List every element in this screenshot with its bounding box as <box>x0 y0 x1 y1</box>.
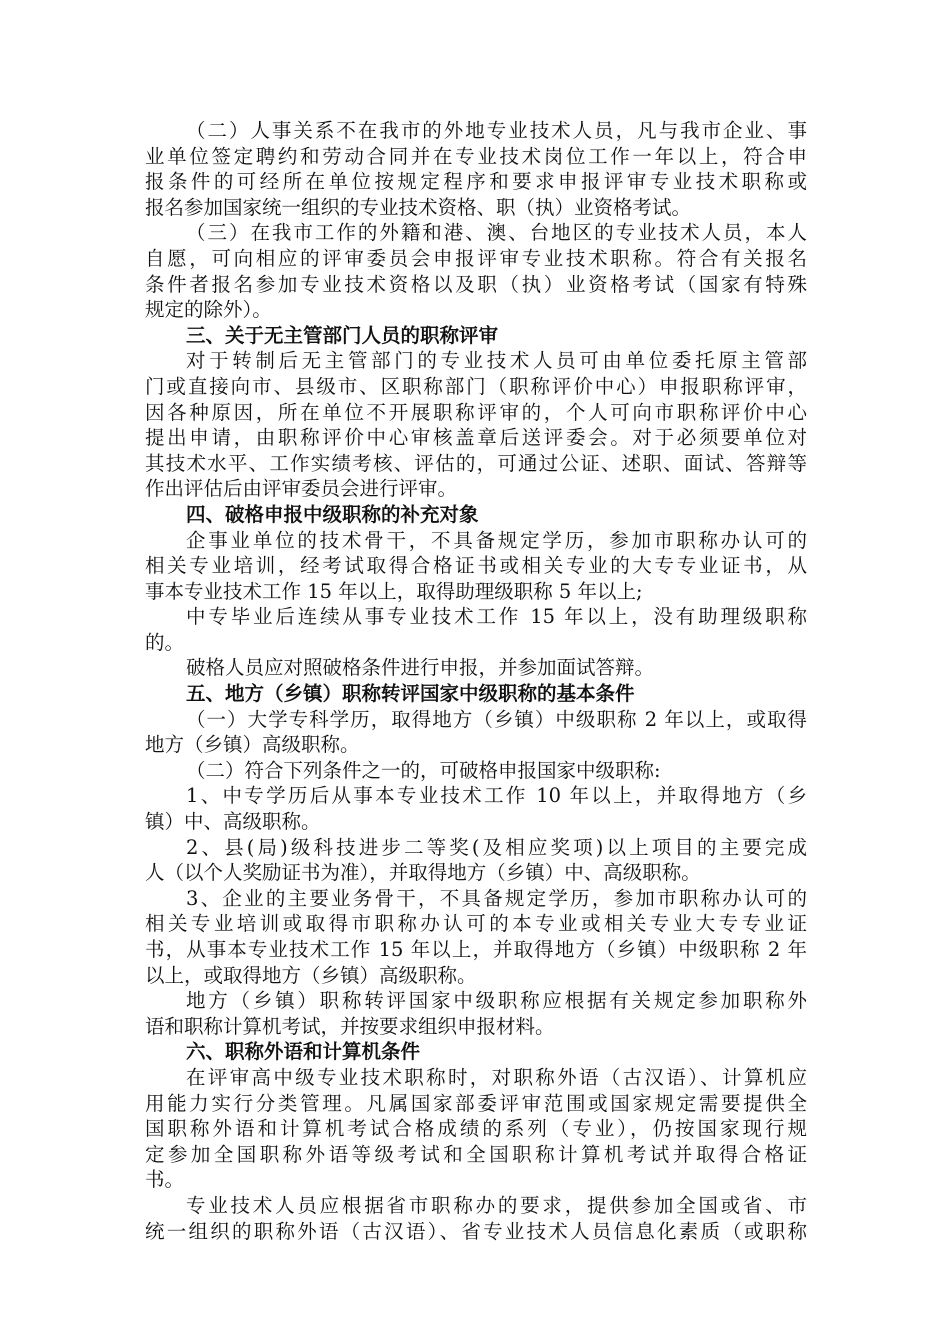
document-page <box>145 118 807 1244</box>
paragraph-line: 报条件的可经所在单位按规定程序和要求申报评审专业技术职称或 <box>145 170 807 194</box>
paragraph-line: 作出评估后由评审委员会进行评审。 <box>145 477 458 501</box>
paragraph-line: （三）在我市工作的外籍和港、澳、台地区的专业技术人员，本人 <box>186 221 807 245</box>
paragraph-line: 相关专业培训，经考试取得合格证书或相关专业的大专专业证书，从 <box>145 554 807 578</box>
paragraph-line: 其技术水平、工作实绩考核、评估的，可通过公证、述职、面试、答辩等 <box>145 451 807 475</box>
paragraph-line: 书，从事本专业技术工作 15 年以上，并取得地方（乡镇）中级职称 2 年 <box>145 938 807 961</box>
paragraph-line: 业单位签定聘约和劳动合同并在专业技术岗位工作一年以上，符合申 <box>145 144 807 168</box>
paragraph-line: 中专毕业后连续从事专业技术工作 15 年以上，没有助理级职称 <box>186 605 807 629</box>
paragraph-line: （二）符合下列条件之一的，可破格申报国家中级职称: <box>186 758 661 782</box>
paragraph-line: 定参加全国职称外语等级考试和全国职称计算机考试并取得合格证 <box>145 1142 807 1166</box>
paragraph-line: （一）大学专科学历，取得地方（乡镇）中级职称 2 年以上，或取得 <box>186 707 807 731</box>
paragraph-line: 专业技术人员应根据省市职称办的要求，提供参加全国或省、市 <box>186 1193 807 1217</box>
paragraph-line: 语和职称计算机考试，并按要求组织申报材料。 <box>145 1014 555 1038</box>
paragraph-line: 以上，或取得地方（乡镇）高级职称。 <box>145 963 477 987</box>
paragraph-line: 用能力实行分类管理。凡属国家部委评审范围或国家规定需要提供全 <box>145 1091 807 1115</box>
paragraph-line: 书。 <box>145 1168 185 1192</box>
paragraph-line: 条件者报名参加专业技术资格以及职（执）业资格考试（国家有特殊 <box>145 272 807 296</box>
paragraph-line: （二）人事关系不在我市的外地专业技术人员，凡与我市企业、事 <box>186 119 807 142</box>
section-heading: 三、关于无主管部门人员的职称评审 <box>186 323 499 347</box>
section-heading: 六、职称外语和计算机条件 <box>186 1040 421 1064</box>
paragraph-line: 地方（乡镇）职称转评国家中级职称应根据有关规定参加职称外 <box>186 989 807 1013</box>
paragraph-line: 自愿，可向相应的评审委员会申报评审专业技术职称。符合有关报名 <box>145 246 807 270</box>
section-heading: 四、破格申报中级职称的补充对象 <box>186 502 479 526</box>
paragraph-line: 相关专业培训或取得市职称办认可的本专业或相关专业大专专业证 <box>145 912 807 936</box>
paragraph-line: 的。 <box>145 630 185 654</box>
paragraph-line: 2、县(局)级科技进步二等奖(及相应奖项)以上项目的主要完成 <box>186 835 807 859</box>
paragraph-line: 3、企业的主要业务骨干，不具备规定学历，参加市职称办认可的 <box>186 886 807 910</box>
paragraph-line: 镇）中、高级职称。 <box>145 810 321 834</box>
paragraph-line: 国职称外语和计算机考试合格成绩的系列（专业），仍按国家现行规 <box>145 1117 807 1141</box>
paragraph-line: 对于转制后无主管部门的专业技术人员可由单位委托原主管部 <box>186 349 807 373</box>
paragraph-line: 门或直接向市、县级市、区职称部门（职称评价中心）申报职称评审， <box>145 374 807 398</box>
paragraph-line: 1、中专学历后从事本专业技术工作 10 年以上，并取得地方（乡 <box>186 784 807 808</box>
section-heading: 五、地方（乡镇）职称转评国家中级职称的基本条件 <box>186 682 635 706</box>
paragraph-line: 报名参加国家统一组织的专业技术资格、职（执）业资格考试。 <box>145 195 692 219</box>
paragraph-line: 地方（乡镇）高级职称。 <box>145 733 360 757</box>
paragraph-line: 在评审高中级专业技术职称时，对职称外语（古汉语）、计算机应 <box>186 1065 807 1089</box>
paragraph-line: 人（以个人奖励证书为准），并取得地方（乡镇）中、高级职称。 <box>145 861 701 885</box>
paragraph-line: 提出申请，由职称评价中心审核盖章后送评委会。对于必须要单位对 <box>145 426 807 450</box>
paragraph-line: 因各种原因，所在单位不开展职称评审的，个人可向市职称评价中心 <box>145 400 807 424</box>
paragraph-line: 企事业单位的技术骨干，不具备规定学历，参加市职称办认可的 <box>186 528 807 552</box>
paragraph-line: 统一组织的职称外语（古汉语）、省专业技术人员信息化素质（或职称 <box>145 1219 807 1243</box>
paragraph-line: 规定的除外）。 <box>145 298 272 322</box>
paragraph-line: 事本专业技术工作 15 年以上，取得助理级职称 5 年以上; <box>145 579 643 603</box>
paragraph-line: 破格人员应对照破格条件进行申报，并参加面试答辩。 <box>186 656 655 680</box>
